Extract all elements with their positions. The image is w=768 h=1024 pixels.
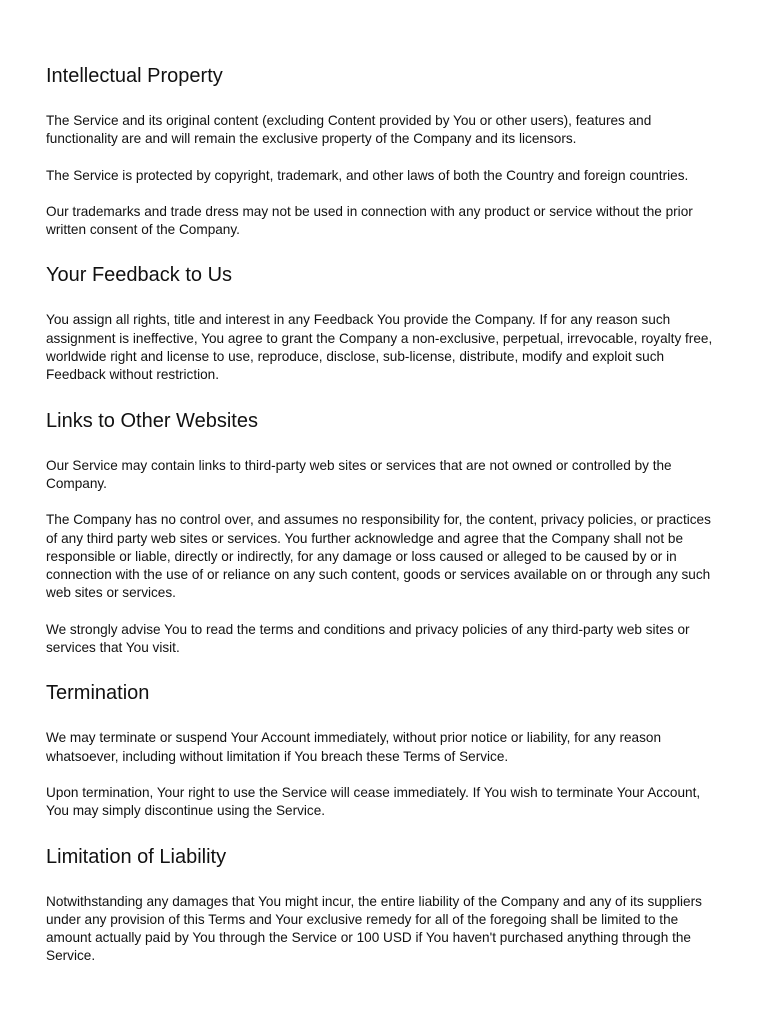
section-heading: Limitation of Liability xyxy=(46,845,227,868)
section-heading: Intellectual Property xyxy=(46,65,223,87)
section-your-feedback xyxy=(46,263,722,384)
document-content xyxy=(46,0,722,966)
section-intellectual-property xyxy=(46,64,722,239)
section-heading: Termination xyxy=(46,682,150,705)
section-limitation-of-liability xyxy=(46,845,722,966)
section-paragraph: Upon termination, Your right to use the Service will cease immediately. If You wish to terminate Your Account, You may simply discontinue using the Service. xyxy=(46,784,701,819)
section-paragraph: Our trademarks and trade dress may not be used in connection with any product or service without the prior written consent of the Company. xyxy=(46,203,693,238)
section-heading: Your Feedback to Us xyxy=(46,264,233,287)
section-paragraph: You assign all rights, title and interest in any Feedback You provide the Company. If for any reason such assignment is ineffective, You agree to grant the Company a non-exclusive, perpetual, irrevocable, royalty free, worldwide right and license to use, reproduce, disclose, sub-license, distribute, modify and exploit such Feedback without restriction. xyxy=(46,312,713,383)
section-paragraph: Our Service may contain links to third-party web sites or services that are not owned or controlled by the Company. xyxy=(46,457,672,491)
section-paragraph: The Company has no control over, and assumes no responsibility for, the content, privacy policies, or practices of any third party web sites or services. You further acknowledge and agree that the Company shall not be responsible or liable, directly or indirectly, for any damage or loss caused or alleged to be caused by or in connection with the use of or reliance on any such content, goods or services available on or through any such web sites or services. xyxy=(46,512,711,601)
section-heading: Links to Other Websites xyxy=(46,409,258,432)
section-paragraph: The Service and its original content (excluding Content provided by You or other users), features and functionality are and will remain the exclusive property of the Company and its licensors. xyxy=(46,113,652,147)
section-links-to-other-websites xyxy=(46,409,722,658)
section-termination xyxy=(46,681,722,820)
section-paragraph: Notwithstanding any damages that You might incur, the entire liability of the Company and any of its suppliers under any provision of this Terms and Your exclusive remedy for all of the foregoing shall be limited to the amount actually paid by You through the Service or 100 USD if You haven't purchased anything through the Service. xyxy=(46,893,702,964)
section-paragraph: We strongly advise You to read the terms and conditions and privacy policies of any third-party web sites or services that You visit. xyxy=(46,621,690,656)
section-paragraph: The Service is protected by copyright, trademark, and other laws of both the Country and foreign countries. xyxy=(46,167,689,183)
section-paragraph: We may terminate or suspend Your Account immediately, without prior notice or liability, for any reason whatsoever, including without limitation if You breach these Terms of Service. xyxy=(46,730,662,764)
